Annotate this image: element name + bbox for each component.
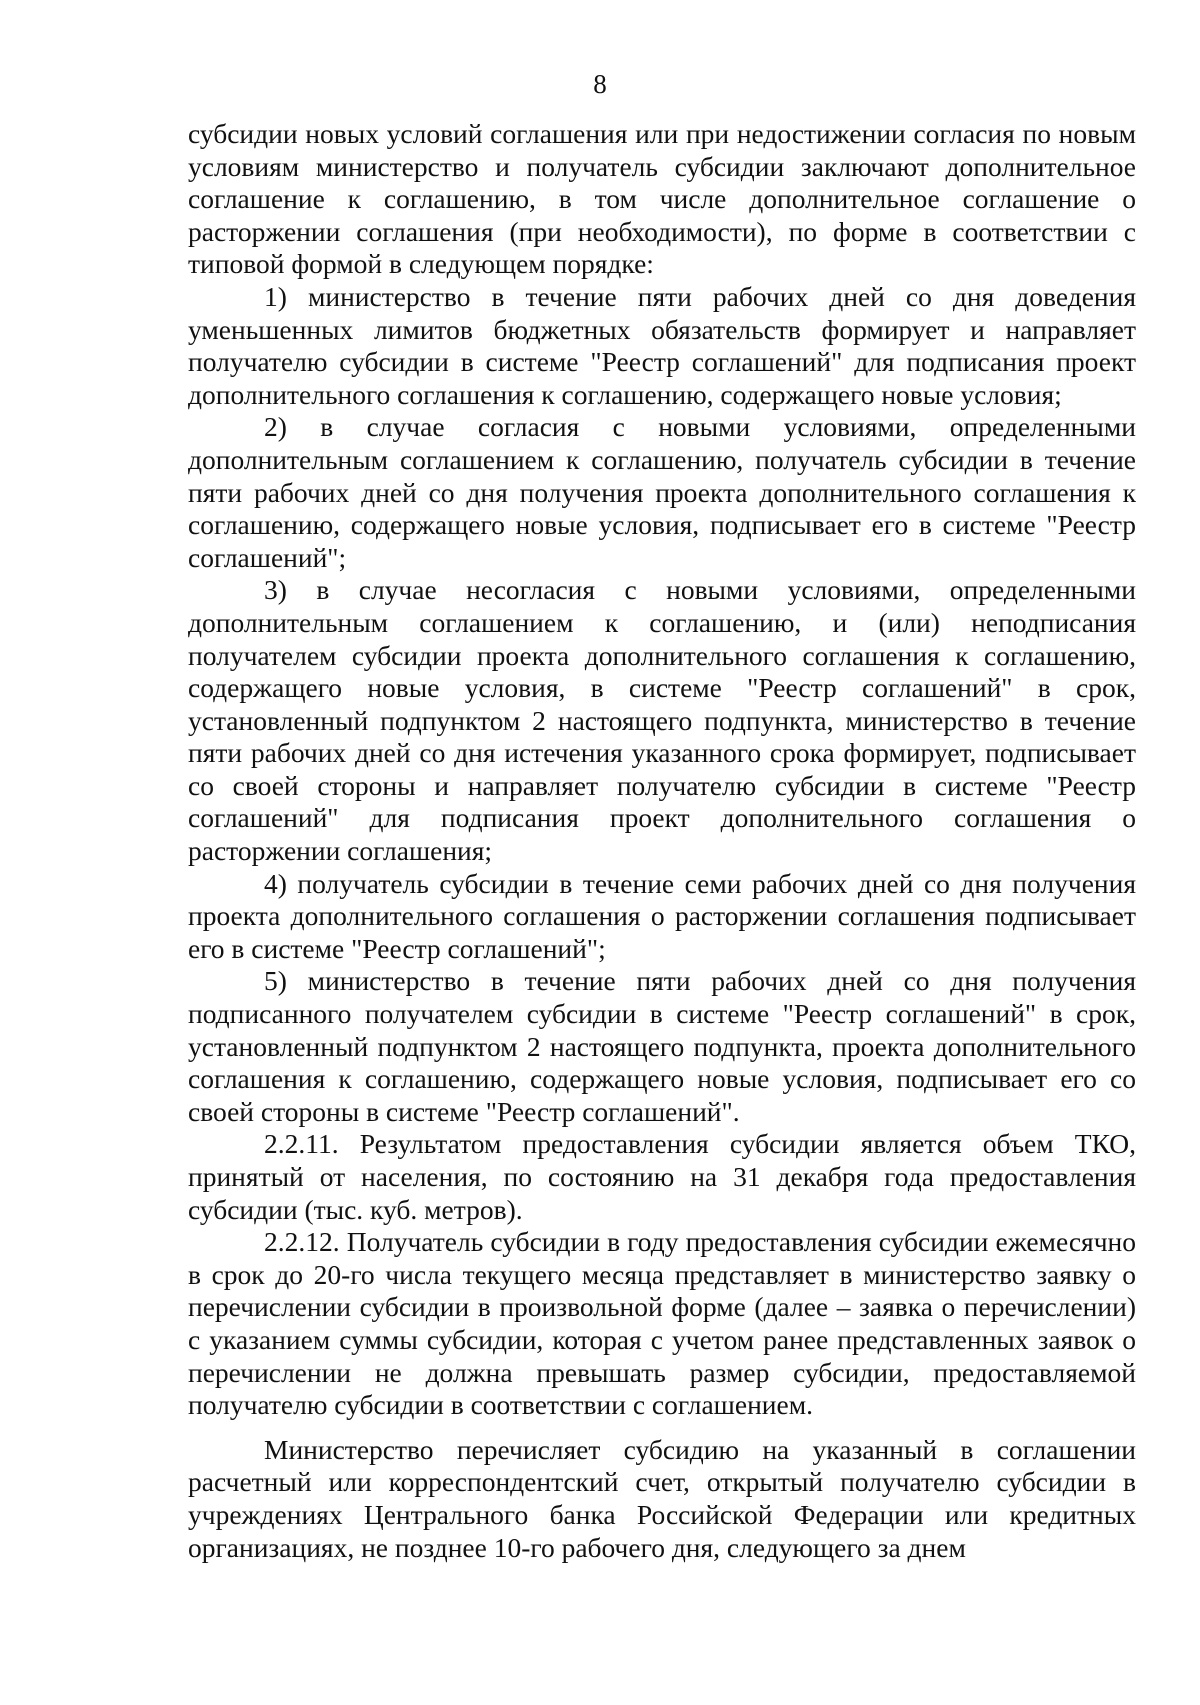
document-body [188, 118, 1136, 1564]
paragraph-2-2-11: 2.2.11. Результатом предоставления субсидии является объем ТКО, принятый от населения, по состоянию на 31 декабря года предоставления субсидии (тыс. куб. метров). [188, 1128, 1136, 1225]
page-number: 8 [593, 69, 607, 99]
paragraph-continuation: субсидии новых условий соглашения или при недостижении согласия по новым условиям министерство и получатель субсидии заключают дополнительное соглашение к соглашению, в том числе дополнительное соглашение о расторжении соглашения (при необходимости), по форме в соответствии с типовой формой в следующем порядке: [188, 118, 1136, 280]
paragraph-item-4: 4) получатель субсидии в течение семи рабочих дней со дня получения проекта дополнительного соглашения о расторжении соглашения подписывает его в системе "Реестр соглашений"; [188, 867, 1136, 964]
paragraph-2-2-12: 2.2.12. Получатель субсидии в году предоставления субсидии ежемесячно в срок до 20-го числа текущего месяца представляет в министерство заявку о перечислении субсидии в произвольной форме (далее – заявка о перечислении) с указанием суммы субсидии, которая с учетом ранее представленных заявок о перечислении не должна превышать размер субсидии, предоставляемой получателю субсидии в соответствии с соглашением. [188, 1226, 1136, 1421]
paragraph-item-1: 1) министерство в течение пяти рабочих дней со дня доведения уменьшенных лимитов бюджетных обязательств формирует и направляет получателю субсидии в системе "Реестр соглашений" для подписания проект дополнительного соглашения к соглашению, содержащего новые условия; [188, 280, 1136, 410]
paragraph-transfer: Министерство перечисляет субсидию на указанный в соглашении расчетный или корреспондентский счет, открытый получателю субсидии в учреждениях Центрального банка Российской Федерации или кредитных организациях, не позднее 10-го рабочего дня, следующего за днем [188, 1433, 1136, 1563]
paragraph-item-5: 5) министерство в течение пяти рабочих дней со дня получения подписанного получателем субсидии в системе "Реестр соглашений" в срок, установленный подпунктом 2 настоящего подпункта, проекта дополнительного соглашения к соглашению, содержащего новые условия, подписывает его со своей стороны в системе "Реестр соглашений". [188, 965, 1136, 1127]
paragraph-item-2: 2) в случае согласия с новыми условиями, определенными дополнительным соглашением к соглашению, получатель субсидии в течение пяти рабочих дней со дня получения проекта дополнительного соглашения к соглашению, содержащего новые условия, подписывает его в системе "Реестр соглашений"; [188, 411, 1136, 573]
paragraph-item-3: 3) в случае несогласия с новыми условиями, определенными дополнительным соглашением к соглашению, и (или) неподписания получателем субсидии проекта дополнительного соглашения к соглашению, содержащего новые условия, в системе "Реестр соглашений" в срок, установленный подпунктом 2 настоящего подпункта, министерство в течение пяти рабочих дней со дня истечения указанного срока формирует, подписывает со своей стороны и направляет получателю субсидии в системе "Реестр соглашений" для подписания проект дополнительного соглашения о расторжении соглашения; [188, 574, 1136, 867]
